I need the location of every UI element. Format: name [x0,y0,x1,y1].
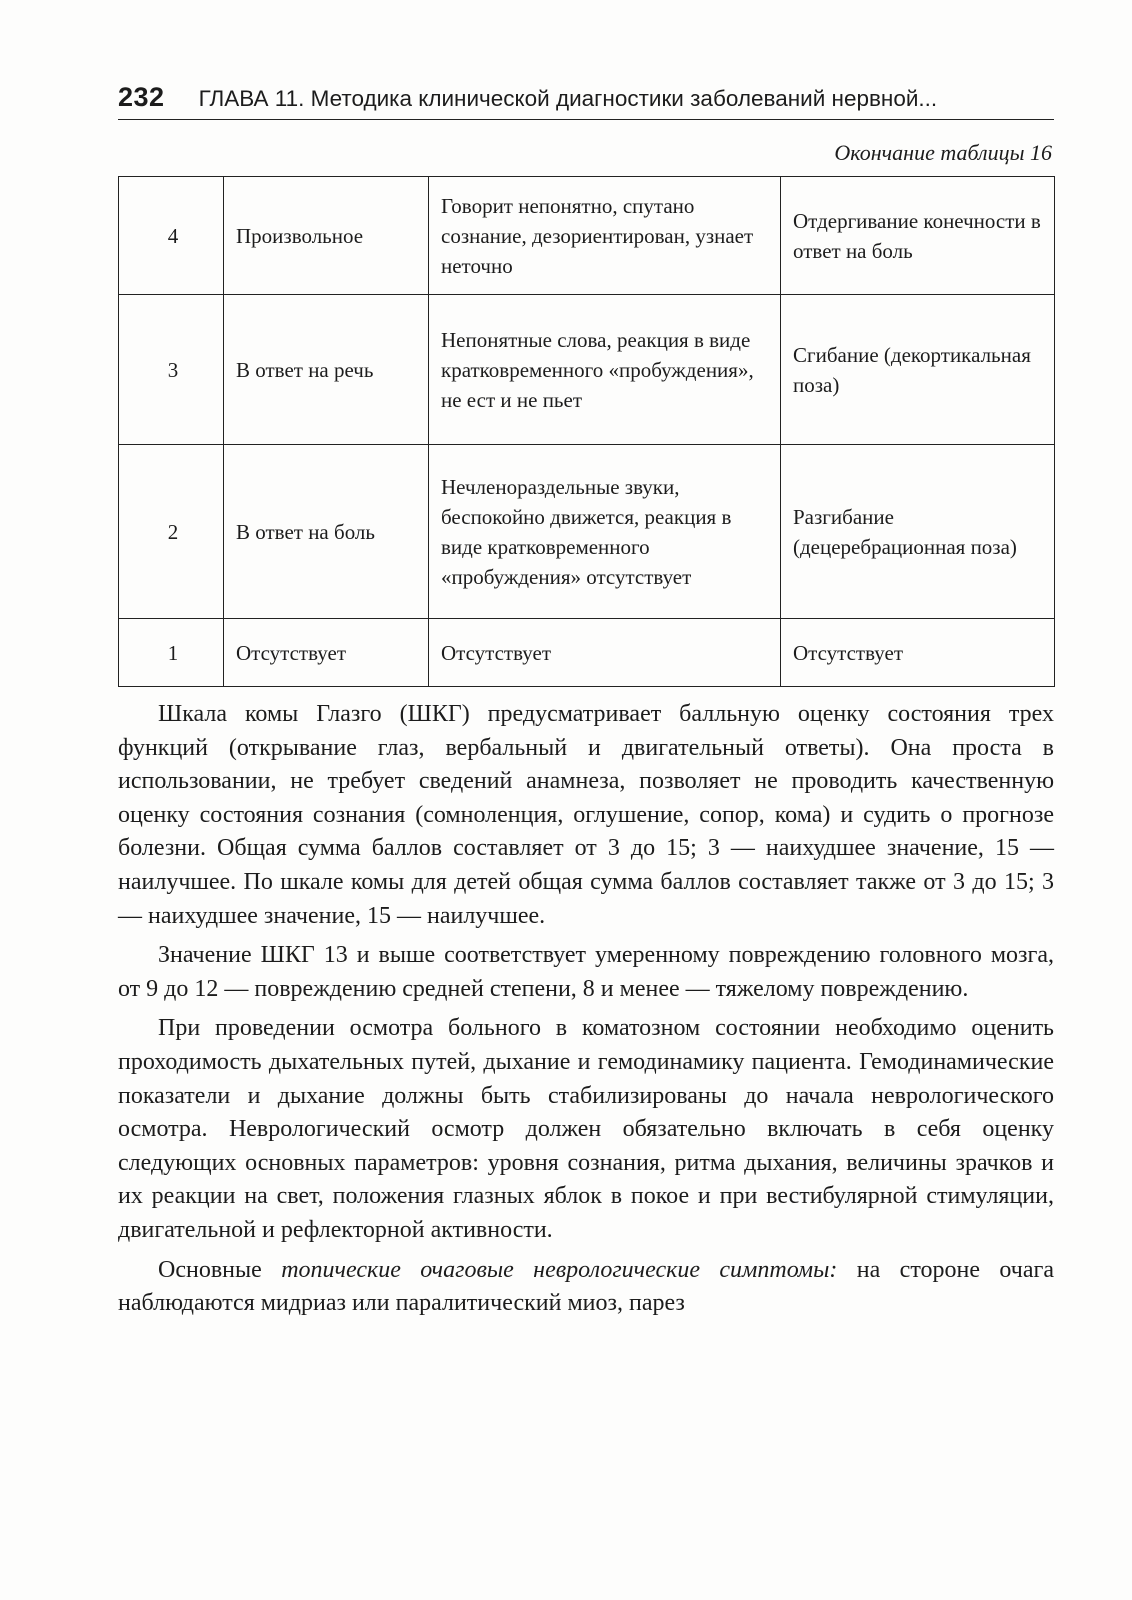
table-row [119,295,1055,445]
paragraph: При проведении осмотра больного в коматозном состоянии необходимо оценить проходимость дыхательных путей, дыхание и гемодинамику пациента. Гемодинамические показатели и дыхание должны быть стабилизированы до начала неврологического осмотра. Неврологический осмотр должен обязательно включать в себя оценку следующих основных параметров: уровня сознания, ритма дыхания, величины зрачков и их реакции на свет, положения глазных яблок в покое и при вестибулярной стимуляции, двигательной и рефлекторной активности. [118,1015,1054,1243]
paragraph [118,1254,1054,1321]
paragraph: Шкала комы Глазго (ШКГ) предусматривает балльную оценку состояния трех функций (открывание глаз, вербальный и двигательный ответы). Она проста в использовании, не требует сведений анамнеза, позволяет не проводить качественную оценку состояния сознания (сомноленция, оглушение, сопор, кома) и судить о прогнозе болезни. Общая сумма баллов составляет от 3 до 15; 3 — наихудшее значение, 15 — наилучшее. По шкале комы для детей общая сумма баллов составляет также от 3 до 15; 3 — наихудшее значение, 15 — наилучшее. [118,701,1054,929]
eye-response-cell: В ответ на боль [224,445,429,619]
running-title: ГЛАВА 11. Методика клинической диагностики заболеваний нервной... [198,86,938,111]
motor-response-cell: Сгибание (декортикальная поза) [781,295,1055,445]
eye-response-cell: Отсутствует [224,619,429,687]
eye-response-cell: В ответ на речь [224,295,429,445]
table-row [119,445,1055,619]
italic-term: топические очаговые неврологические симптомы: [281,1256,838,1283]
score-cell: 3 [119,295,224,445]
score-cell: 1 [119,619,224,687]
verbal-response-cell: Нечленораздельные звуки, беспокойно движется, реакция в виде кратковременного «пробуждения» отсутствует [429,445,781,619]
body-text [118,698,1054,1327]
table-caption: Окончание таблицы 16 [834,140,1052,165]
paragraph-end: на стороне очага наблюдаются мидриаз или паралитический миоз, парез [118,1256,1055,1317]
page-header [118,82,1054,120]
table-row [119,177,1055,295]
paragraph: Значение ШКГ 13 и выше соответствует умеренному повреждению головного мозга, от 9 до 12 — повреждению средней степени, 8 и менее — тяжелому повреждению. [118,942,1054,1002]
table-row [119,619,1055,687]
paragraph-start: Основные [158,1256,262,1283]
glasgow-scale-table [118,176,1055,687]
verbal-response-cell: Непонятные слова, реакция в виде кратковременного «пробуждения», не ест и не пьет [429,295,781,445]
verbal-response-cell: Говорит непонятно, спутано сознание, дезориентирован, узнает неточно [429,177,781,295]
motor-response-cell: Отдергивание конечности в ответ на боль [781,177,1055,295]
verbal-response-cell: Отсутствует [429,619,781,687]
motor-response-cell: Разгибание (децеребрационная поза) [781,445,1055,619]
eye-response-cell: Произвольное [224,177,429,295]
page-number: 232 [118,82,165,112]
motor-response-cell: Отсутствует [781,619,1055,687]
score-cell: 4 [119,177,224,295]
score-cell: 2 [119,445,224,619]
